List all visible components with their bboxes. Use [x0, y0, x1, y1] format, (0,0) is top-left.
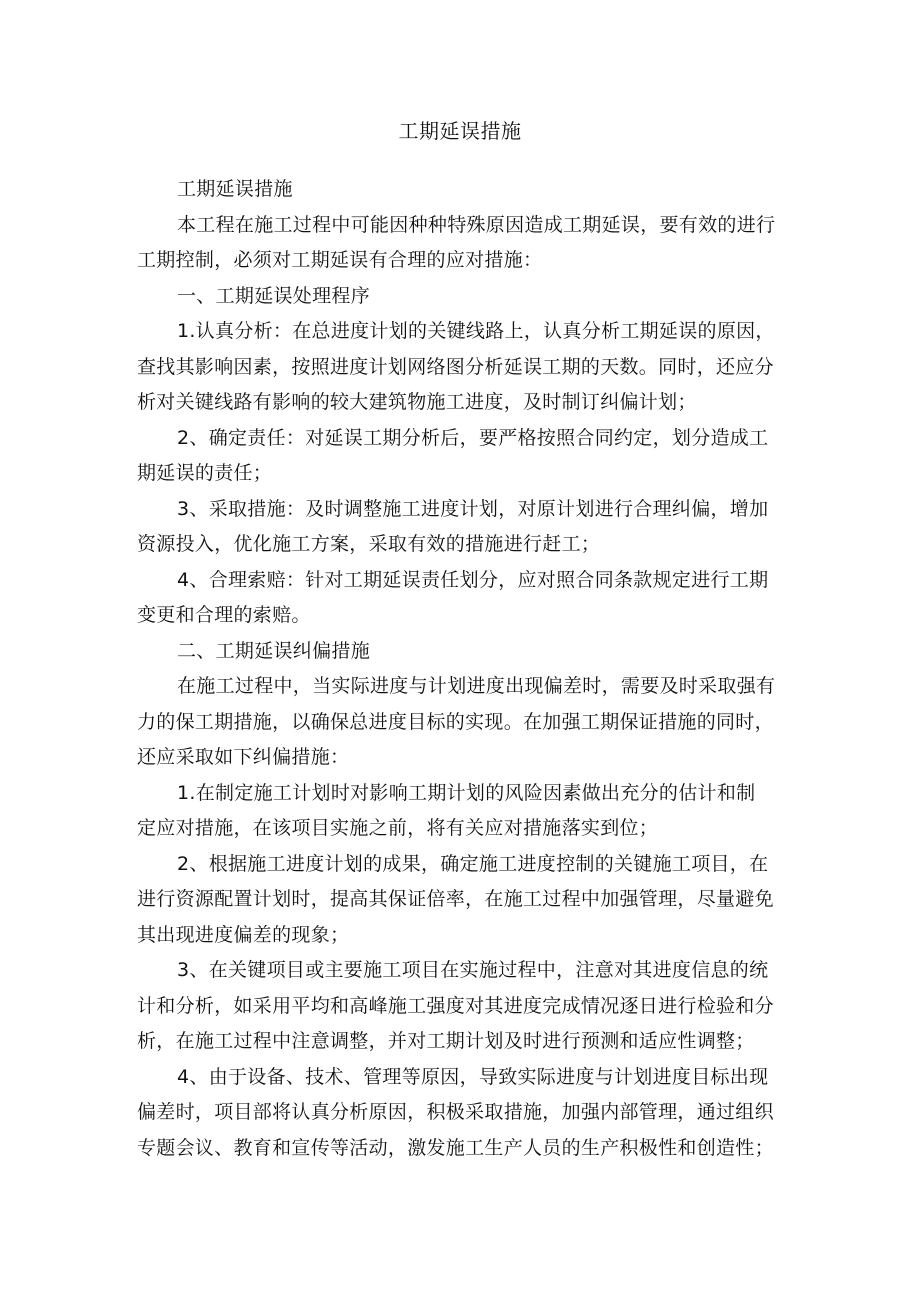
paragraph-intro [137, 208, 807, 279]
section-heading-2 [137, 634, 807, 670]
text-line: 工期控制，必须对工期延误有合理的应对措施： [137, 249, 543, 271]
text-line: 2、确定责任：对延误工期分析后，要严格按照合同约定，划分造成工 [177, 426, 769, 449]
text-line: 资源投入，优化施工方案，采取有效的措施进行赶工； [137, 533, 601, 555]
text-line: 工期延误措施 [177, 178, 293, 200]
text-line: 其出现进度偏差的现象； [137, 923, 350, 946]
paragraph-correction-4 [137, 1060, 807, 1167]
paragraph-correction-1 [137, 776, 807, 847]
paragraph-subtitle [137, 172, 807, 208]
text-line: 3、在关键项目或主要施工项目在实施过程中，注意对其进度信息的统 [177, 959, 769, 981]
section-heading-1 [137, 279, 807, 315]
text-line: 还应采取如下纠偏措施： [137, 746, 350, 768]
text-line: 4、合理索赔：针对工期延误责任划分，应对照合同条款规定进行工期 [177, 568, 769, 591]
text-line: 在施工过程中，当实际进度与计划进度出现偏差时，需要及时采取强有 [177, 675, 776, 697]
text-line: 本工程在施工过程中可能因种种特殊原因造成工期延误，要有效的进行 [177, 213, 776, 236]
text-line: 二、工期延误纠偏措施 [177, 639, 371, 662]
document-body [137, 172, 807, 1166]
text-line: 偏差时，项目部将认真分析原因，积极采取措施，加强内部管理，通过组织 [137, 1101, 774, 1123]
text-line: 4、由于设备、技术、管理等原因，导致实际进度与计划进度目标出现 [177, 1065, 769, 1088]
text-line: 变更和合理的索赔。 [137, 604, 311, 626]
text-line: 进行资源配置计划时，提高其保证倍率，在施工过程中加强管理，尽量避免 [137, 888, 774, 910]
paragraph-correction-2 [137, 847, 807, 954]
text-line: 查找其影响因素，按照进度计划网络图分析延误工期的天数。同时，还应分 [137, 355, 774, 378]
paragraph-correction-3 [137, 953, 807, 1060]
paragraph-correction-intro [137, 669, 807, 776]
paragraph-item-3 [137, 492, 807, 563]
text-line: 1.认真分析：在总进度计划的关键线路上，认真分析工期延误的原因， [177, 320, 775, 342]
text-line: 力的保工期措施，以确保总进度目标的实现。在加强工期保证措施的同时， [137, 710, 774, 733]
text-line: 一、工期延误处理程序 [177, 284, 371, 307]
text-line: 析对关键线路有影响的较大建筑物施工进度，及时制订纠偏计划； [137, 391, 697, 413]
paragraph-item-2 [137, 421, 807, 492]
text-line: 计和分析，如采用平均和高峰施工强度对其进度完成情况逐日进行检验和分 [137, 994, 774, 1017]
text-line: 1.在制定施工计划时对影响工期计划的风险因素做出充分的估计和制 [177, 781, 756, 804]
text-line: 3、采取措施：及时调整施工进度计划，对原计划进行合理纠偏，增加 [177, 497, 769, 520]
text-line: 定应对措施，在该项目实施之前，将有关应对措施落实到位； [137, 817, 659, 839]
text-line: 专题会议、教育和宣传等活动，激发施工生产人员的生产积极性和创造性； [137, 1136, 774, 1159]
text-line: 2、根据施工进度计划的成果，确定施工进度控制的关键施工项目，在 [177, 852, 769, 875]
paragraph-item-4 [137, 563, 807, 634]
text-line: 析，在施工过程中注意调整，并对工期计划及时进行预测和适应性调整； [137, 1030, 755, 1052]
document-title: 工期延误措施 [398, 119, 522, 143]
text-line: 期延误的责任； [137, 462, 273, 484]
paragraph-item-1 [137, 314, 807, 421]
